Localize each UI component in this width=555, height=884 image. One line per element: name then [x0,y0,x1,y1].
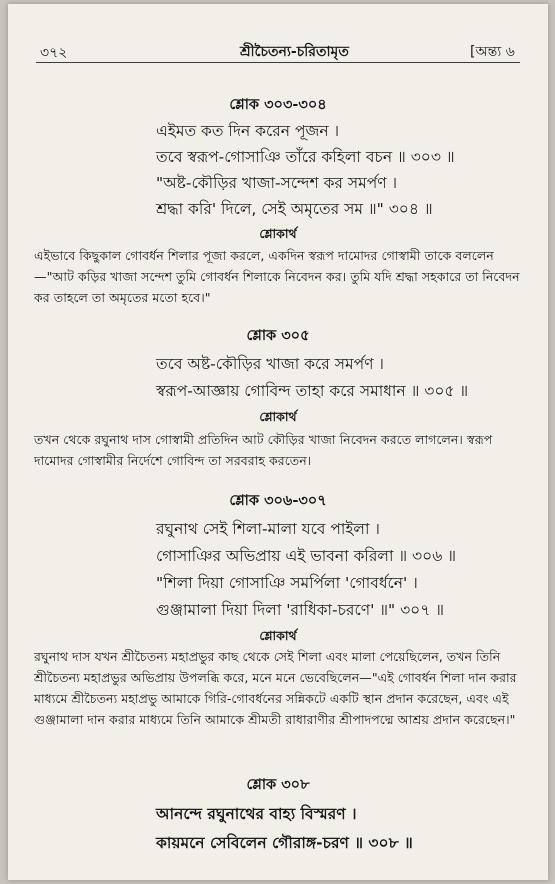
verse-line: তবে স্বরূপ-গোসাঞি তাঁরে কহিলা বচন ॥ ৩০৩ ॥ [156,148,455,166]
running-title: শ্রীচৈতন্য-চরিতামৃত [240,44,349,60]
verse-line: গুঞ্জামালা দিয়া দিলা 'রাধিকা-চরণে' ॥" ৩০৭ ॥ [156,601,445,619]
verse-heading: শ্লোক ৩০৫ [246,328,310,344]
verse-line: এইমত কত দিন করেন পূজন । [156,122,340,140]
verse-line: স্বরূপ-আজ্ঞায় গোবিন্দ তাহা করে সমাধান ॥ ৩০৫ ॥ [156,382,469,400]
page-header [8,4,548,61]
verse-line: শ্রদ্ধা করি' দিলে, সেই অমৃতের সম ॥" ৩০৪ ॥ [156,200,433,218]
section-marker: [অন্ত্য ৬ [470,44,515,60]
translation-label: শ্লোকার্থ [259,628,297,643]
verse-heading: শ্লোক ৩০৮ [246,777,310,793]
verse-line: "শিলা দিয়া গোসাঞি সমর্পিলা 'গোবর্ধনে' । [156,574,418,592]
verse-line: রঘুনাথ সেই শিলা-মালা যবে পাইলা । [156,520,380,538]
page-number: ৩৭২ [40,45,68,61]
translation-label: শ্লোকার্থ [259,409,297,424]
translation-paragraph: রঘুনাথ দাস যখন শ্রীচৈতন্য মহাপ্রভুর কাছ থেকে সেই শিলা এবং মালা পেয়েছিলেন, তখন তিনি শ্রীচৈতন্য মহাপ্রভুর অভিপ্রায় উপলব্ধি করে, মনে মনে ভেবেছিলেন—"এই গোবর্ধন শিলা দান করার মাধ্যমে শ্রীচৈতন্য মহাপ্রভু আমাকে গিরি-গোবর্ধনের সন্নিকটে একটি স্থান প্রদান করেছেন, এবং এই গুঞ্জামালা দান করার মাধ্যমে তিনি আমাকে শ্রীমতী রাধারাণীর শ্রীপাদপদ্মে আশ্রয় প্রদান করেছেন।" [34,649,517,727]
verse-heading: শ্লোক ৩০৬-৩০৭ [229,493,327,509]
verse-line: "অষ্ট-কৌড়ির খাজা-সন্দেশ কর সমর্পণ । [156,174,398,192]
translation-paragraph: তখন থেকে রঘুনাথ দাস গোস্বামী প্রতিদিন আট কৌড়ির খাজা নিবেদন করতে লাগলেন। স্বরূপ দামোদর গোস্বামীর নির্দেশে গোবিন্দ তা সরবরাহ করতেন। [34,432,493,468]
book-page [8,4,548,880]
header-rule [36,62,520,63]
translation-label: শ্লোকার্থ [259,226,297,241]
verse-line: গোসাঞির অভিপ্রায় এই ভাবনা করিলা ॥ ৩০৬ ॥ [156,547,456,565]
verse-line: তবে অষ্ট-কৌড়ির খাজা করে সমর্পণ । [156,355,384,373]
translation-paragraph: এইভাবে কিছুকাল গোবর্ধন শিলার পূজা করলে, একদিন স্বরূপ দামোদর গোস্বামী তাকে বললেন—"আট কড়ির খাজা সন্দেশ তুমি গোবর্ধন শিলাকে নিবেদন কর। তুমি যদি শ্রদ্ধা সহকারে তা নিবেদন কর তাহলে তা অমৃতের মতো হবে।" [34,248,520,305]
verse-line: আনন্দে রঘুনাথের বাহ্য বিস্মরণ । [156,805,357,823]
verse-line: কায়মনে সেবিলেন গৌরাঙ্গ-চরণ ॥ ৩০৮ ॥ [156,834,413,852]
verse-heading: শ্লোক ৩০৩-৩০৪ [229,97,327,113]
